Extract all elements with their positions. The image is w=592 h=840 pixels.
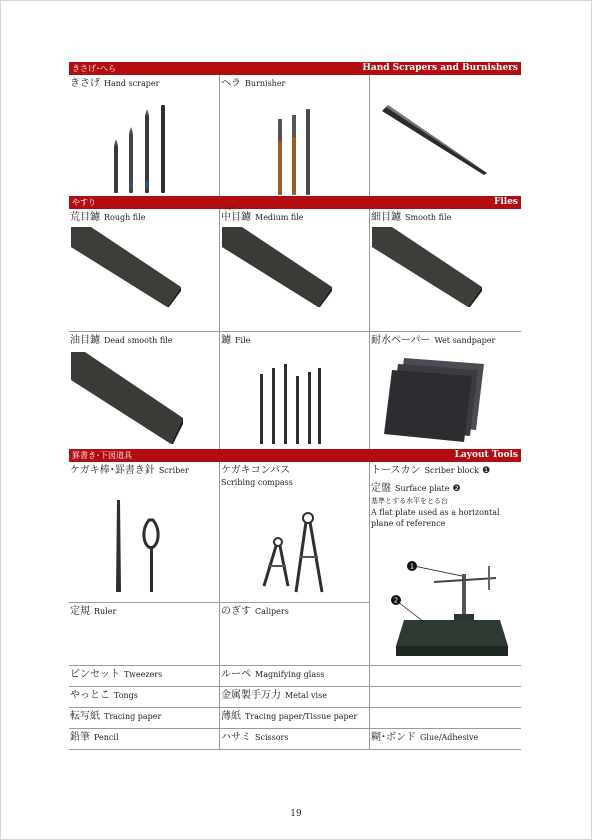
list-cell — [219, 687, 369, 707]
item-label-jp: 鉛筆 — [70, 732, 90, 743]
item-label-jp: トースカン — [371, 465, 421, 476]
files-row-2 — [69, 331, 521, 449]
list-cell — [69, 729, 219, 749]
item-label-jp: 転写紙 — [70, 711, 100, 722]
item-medium-file — [219, 206, 369, 331]
item-label-en: Ruler — [94, 607, 117, 616]
burnisher-photo — [270, 109, 330, 195]
list-cell — [219, 708, 369, 728]
item-label-jp: 中目鑢 — [221, 212, 251, 223]
layout-col-1 — [69, 462, 219, 665]
item-label-en: Tongs — [114, 691, 138, 700]
item-label-jp: 薄紙 — [221, 711, 241, 722]
item-ruler — [69, 602, 219, 665]
item-label-en: Scriber — [158, 466, 189, 475]
scriber-photo — [109, 500, 169, 592]
dead-smooth-file-photo — [71, 352, 183, 444]
smooth-file-photo — [372, 227, 482, 307]
item-label-jp: ヘラ — [221, 78, 241, 89]
files-row-1 — [69, 206, 521, 331]
item-label-jp: ケガキ棒･罫書き針 — [70, 465, 155, 476]
list-row — [69, 665, 521, 686]
svg-text:1: 1 — [409, 562, 415, 571]
item-label-en: Scribing compass — [221, 478, 293, 487]
item-burnisher — [219, 75, 369, 196]
section-title-en: Hand Scrapers and Burnishers — [362, 63, 518, 73]
item-label-en: Surface plate — [395, 484, 450, 493]
surface-plate-photo — [384, 560, 514, 662]
list-row — [69, 728, 521, 750]
section-title-en: Layout Tools — [454, 450, 518, 460]
rough-file-photo — [71, 227, 181, 307]
section-title-jp: きさげ･へら — [72, 64, 116, 73]
scraper-closeup-photo — [382, 105, 487, 175]
item-surface-plate — [370, 478, 519, 496]
item-label-jp: 糊･ボンド — [371, 732, 416, 743]
marker-1: ❶ — [482, 466, 491, 476]
item-smooth-file — [369, 209, 519, 331]
hand-scraper-photo — [107, 105, 177, 193]
marker-2: ❷ — [452, 484, 461, 494]
item-label-en: Scriber block — [424, 466, 479, 475]
svg-text:2: 2 — [393, 596, 399, 605]
ruby-annotation: ちゅう — [222, 206, 238, 212]
item-label-en: Tracing paper — [104, 712, 162, 721]
item-label-jp: ピンセット — [70, 669, 120, 680]
item-hand-scraper — [69, 75, 219, 196]
item-label-en: Wet sandpaper — [434, 336, 496, 345]
item-wet-sandpaper — [369, 332, 519, 449]
item-label-en: Glue/Adhesive — [420, 733, 479, 742]
item-scribing-compass — [220, 462, 369, 602]
list-cell — [69, 708, 219, 728]
list-cell — [369, 729, 519, 749]
item-label-en: Tracing paper/Tissue paper — [245, 712, 358, 721]
item-label-jp: きさげ — [70, 78, 100, 89]
item-label-jp: ハサミ — [221, 732, 251, 743]
surface-plate-desc-en: A flat plate used as a horizontal plane of reference — [371, 508, 500, 528]
item-scriber-block — [370, 462, 519, 478]
item-label-en: Magnifying glass — [255, 670, 325, 679]
list-cell — [369, 687, 519, 707]
item-scriber — [69, 462, 219, 602]
scrapers-row — [69, 75, 521, 196]
item-label-jp: ルーペ — [221, 669, 251, 680]
list-cell — [219, 729, 369, 749]
item-file — [219, 332, 369, 449]
layout-tools-block — [69, 462, 521, 665]
compass-photo — [256, 512, 336, 594]
item-label-en: File — [235, 336, 251, 345]
list-cell — [369, 666, 519, 686]
item-label-en: Smooth file — [405, 213, 452, 222]
section-header-scrapers — [69, 62, 521, 75]
item-label-jp: 油目鑢 — [70, 335, 100, 346]
item-label-en: Rough file — [104, 213, 146, 222]
section-header-layout-tools — [69, 449, 521, 462]
list-cell — [219, 666, 369, 686]
list-row — [69, 686, 521, 707]
item-label-jp: 細目鑢 — [371, 212, 401, 223]
list-cell — [369, 708, 519, 728]
sandpaper-photo — [384, 358, 484, 444]
page-number: 19 — [290, 809, 302, 819]
surface-plate-desc-jp: 基準とする水平をとる台 — [371, 497, 448, 505]
list-cell — [69, 666, 219, 686]
item-label-jp: 金属製手万力 — [221, 690, 281, 701]
item-label-en: Pencil — [94, 733, 119, 742]
item-label-en: Tweezers — [124, 670, 163, 679]
item-label-en: Dead smooth file — [104, 336, 173, 345]
item-calipers — [220, 602, 369, 665]
layout-col-3 — [369, 462, 519, 665]
item-label-jp: 荒目鑢 — [70, 212, 100, 223]
item-label-en: Calipers — [255, 607, 289, 616]
item-scraper-closeup — [369, 75, 519, 196]
item-label-jp: ケガキコンパス — [221, 465, 291, 476]
item-label-en: Scissors — [255, 733, 289, 742]
list-row — [69, 707, 521, 728]
tools-list — [69, 665, 521, 750]
item-rough-file — [69, 209, 219, 331]
item-label-jp: やっとこ — [70, 690, 110, 701]
item-label-jp: のぎす — [221, 606, 251, 617]
section-title-jp: 罫書き･下図道具 — [72, 451, 132, 460]
item-label-en: Burnisher — [245, 79, 286, 88]
section-header-files — [69, 196, 521, 209]
item-label-en: Hand scraper — [104, 79, 160, 88]
item-label-en: Metal vise — [285, 691, 327, 700]
section-title-jp: やすり — [72, 198, 96, 207]
item-label-en: Medium file — [255, 213, 304, 222]
item-label-jp: 鑢 — [221, 335, 231, 346]
item-label-jp: 耐水ペーパー — [371, 335, 431, 346]
item-dead-smooth-file — [69, 332, 219, 449]
needle-files-photo — [256, 364, 326, 444]
medium-file-photo — [222, 227, 332, 307]
list-cell — [69, 687, 219, 707]
item-label-jp: 定盤 — [371, 483, 391, 494]
document-body — [69, 62, 521, 750]
section-title-en: Files — [493, 197, 518, 207]
item-label-jp: 定規 — [70, 606, 90, 617]
layout-col-2 — [219, 462, 369, 665]
